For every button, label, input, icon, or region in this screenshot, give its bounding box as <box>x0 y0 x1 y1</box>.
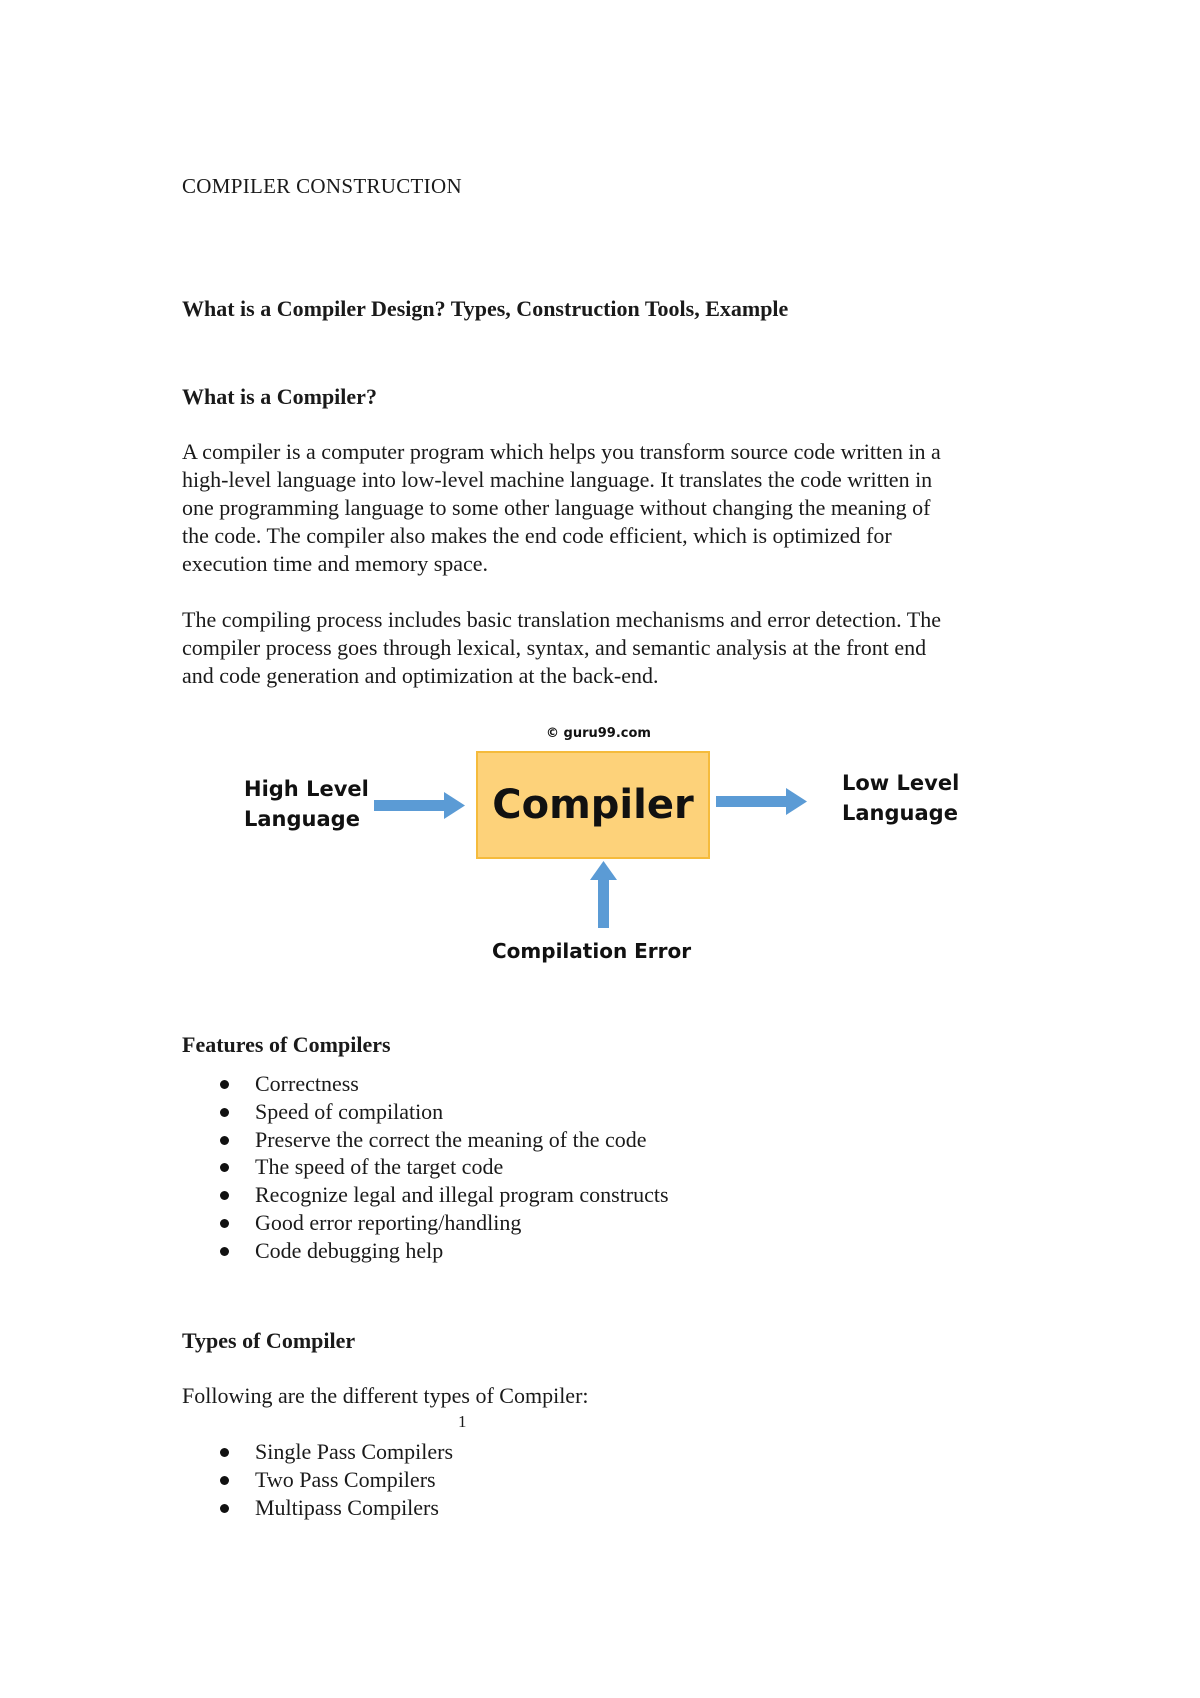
paragraph-line: one programming language to some other language without changing the meaning of <box>182 495 931 520</box>
paragraph-line: execution time and memory space. <box>182 551 489 576</box>
bullet-icon <box>220 1448 229 1457</box>
paragraph-line: the code. The compiler also makes the end code efficient, which is optimized for <box>182 523 892 548</box>
main-heading: What is a Compiler Design? Types, Construction Tools, Example <box>182 296 789 321</box>
output-label-line: Language <box>842 801 958 825</box>
list-item-text: The speed of the target code <box>255 1154 504 1180</box>
bullet-icon <box>220 1191 229 1200</box>
types-intro: Following are the different types of Compiler: <box>182 1383 589 1408</box>
compiler-heading: What is a Compiler? <box>182 384 377 409</box>
features-list <box>220 1070 669 1265</box>
list-item-text: Speed of compilation <box>255 1098 444 1124</box>
list-item <box>220 1181 669 1209</box>
list-item <box>220 1098 669 1126</box>
paragraph-line: high-level language into low-level machine language. It translates the code written in <box>182 467 933 492</box>
paragraph-line: and code generation and optimization at the back-end. <box>182 663 659 688</box>
list-item-text: Recognize legal and illegal program constructs <box>255 1182 669 1208</box>
list-item <box>220 1153 669 1181</box>
list-item <box>220 1494 453 1522</box>
paragraph-line: A compiler is a computer program which helps you transform source code written in a <box>182 439 941 464</box>
list-item-text: Code debugging help <box>255 1237 444 1263</box>
types-heading: Types of Compiler <box>182 1328 356 1353</box>
list-item <box>220 1438 453 1466</box>
bullet-icon <box>220 1247 229 1256</box>
bullet-icon <box>220 1219 229 1228</box>
page-number: 1 <box>458 1412 467 1431</box>
watermark-text: © guru99.com <box>546 726 651 741</box>
compiler-box-label: Compiler <box>492 782 694 828</box>
bullet-icon <box>220 1504 229 1513</box>
list-item <box>220 1466 453 1494</box>
list-item <box>220 1237 669 1265</box>
bullet-icon <box>220 1136 229 1145</box>
bullet-icon <box>220 1080 229 1089</box>
list-item <box>220 1209 669 1237</box>
list-item-text: Single Pass Compilers <box>255 1439 454 1464</box>
bullet-icon <box>220 1476 229 1485</box>
input-label-line: High Level <box>244 777 369 801</box>
output-arrow <box>716 788 807 815</box>
input-arrow <box>374 792 465 819</box>
output-label-line: Low Level <box>842 771 960 795</box>
compilation-error-label: Compilation Error <box>492 939 692 963</box>
list-item-text: Two Pass Compilers <box>255 1466 436 1492</box>
error-arrow <box>590 861 617 928</box>
document-title: COMPILER CONSTRUCTION <box>182 174 462 198</box>
list-item <box>220 1126 669 1154</box>
input-label-line: Language <box>244 807 360 831</box>
features-heading: Features of Compilers <box>182 1032 391 1057</box>
paragraph-line: The compiling process includes basic translation mechanisms and error detection. The <box>182 607 941 632</box>
paragraph-line: compiler process goes through lexical, syntax, and semantic analysis at the front end <box>182 635 927 660</box>
list-item-text: Good error reporting/handling <box>255 1209 522 1235</box>
bullet-icon <box>220 1163 229 1172</box>
list-item-text: Multipass Compilers <box>255 1494 439 1520</box>
list-item <box>220 1070 669 1098</box>
types-list <box>220 1438 453 1521</box>
list-item-text: Correctness <box>255 1071 359 1096</box>
bullet-icon <box>220 1108 229 1117</box>
list-item-text: Preserve the correct the meaning of the code <box>255 1126 647 1152</box>
